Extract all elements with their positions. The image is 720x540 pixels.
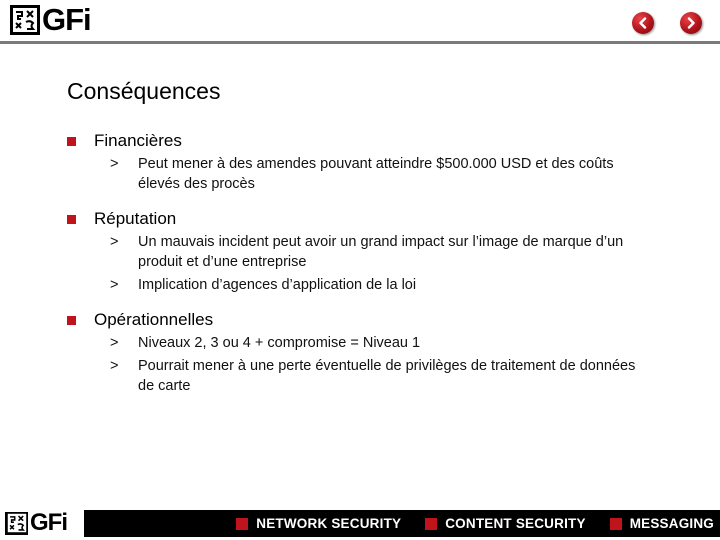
sub-bullet-list	[67, 232, 687, 295]
header-divider	[0, 41, 720, 44]
gfi-logo-text: GFi	[42, 2, 91, 37]
sub-bullet-marker: >	[110, 335, 119, 351]
slide-footer	[0, 507, 720, 540]
sub-bullet-item	[67, 275, 687, 295]
gfi-emblem-icon	[5, 512, 28, 535]
footer-square-icon	[610, 518, 622, 530]
sub-bullet-marker: >	[110, 358, 119, 374]
bullet-label: Réputation	[94, 209, 177, 228]
footer-item-network-security	[236, 516, 401, 531]
sub-bullet-marker: >	[110, 156, 119, 172]
bullet-row	[67, 309, 687, 331]
slide-content	[67, 130, 687, 410]
footer-label: MESSAGING	[629, 516, 714, 531]
gfi-emblem-icon	[10, 5, 40, 35]
sub-bullet-item	[67, 356, 687, 396]
previous-slide-button[interactable]	[632, 12, 654, 34]
bullet-row	[67, 130, 687, 152]
bullet-label: Financières	[94, 131, 182, 150]
bullet-square-icon	[67, 316, 76, 325]
sub-bullet-text: Un mauvais incident peut avoir un grand impact sur l’image de marque d’un produit et d’une entreprise	[138, 234, 624, 270]
gfi-logo-text: GFi	[30, 509, 67, 536]
bullet-square-icon	[67, 215, 76, 224]
sub-bullet-item	[67, 154, 687, 194]
bullet-section-financieres	[67, 130, 687, 194]
bullet-label: Opérationnelles	[94, 310, 214, 329]
gfi-footer-logo	[5, 509, 67, 537]
sub-bullet-marker: >	[110, 277, 119, 293]
footer-bar	[84, 510, 720, 537]
chevron-right-icon	[685, 17, 697, 29]
slide-title: Conséquences	[67, 78, 221, 104]
footer-label: NETWORK SECURITY	[256, 516, 402, 531]
chevron-left-icon	[637, 17, 649, 29]
sub-bullet-marker: >	[110, 234, 119, 250]
footer-square-icon	[236, 518, 248, 530]
footer-square-icon	[425, 518, 437, 530]
bullet-square-icon	[67, 137, 76, 146]
gfi-logo	[10, 4, 91, 36]
slide-header	[0, 0, 720, 44]
sub-bullet-list	[67, 333, 687, 396]
sub-bullet-text: Pourrait mener à une perte éventuelle de privilèges de traitement de données de carte	[138, 358, 636, 394]
sub-bullet-item	[67, 333, 687, 353]
footer-label: CONTENT SECURITY	[445, 516, 586, 531]
sub-bullet-text: Peut mener à des amendes pouvant atteindre $500.000 USD et des coûts élevés des procès	[138, 156, 614, 192]
bullet-row	[67, 208, 687, 230]
bullet-section-operationnelles	[67, 309, 687, 396]
sub-bullet-text: Niveaux 2, 3 ou 4 + compromise = Niveau 1	[138, 335, 421, 351]
footer-item-messaging	[610, 516, 714, 531]
sub-bullet-item	[67, 232, 687, 272]
footer-item-content-security	[425, 516, 585, 531]
next-slide-button[interactable]	[680, 12, 702, 34]
bullet-section-reputation	[67, 208, 687, 295]
sub-bullet-text: Implication d’agences d’application de la loi	[138, 277, 417, 293]
sub-bullet-list	[67, 154, 687, 194]
